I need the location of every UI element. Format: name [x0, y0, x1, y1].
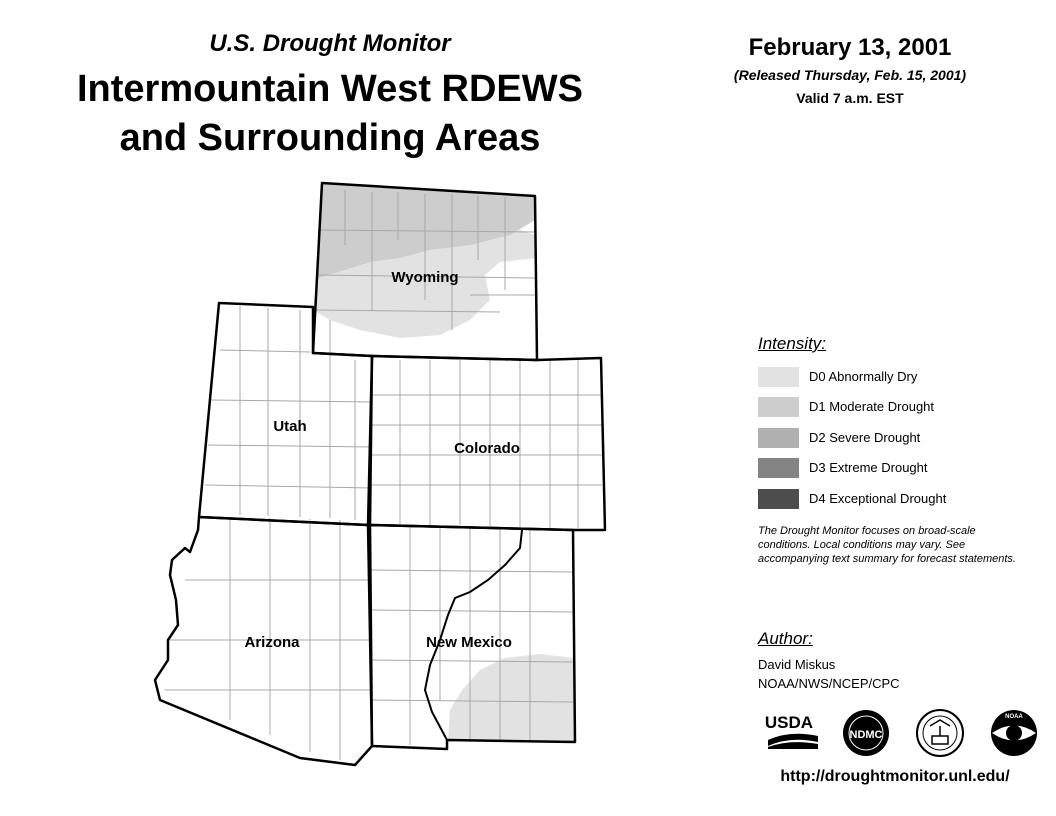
state-label-utah: Utah	[273, 418, 307, 435]
partner-logos	[760, 706, 1045, 760]
legend-label-d1: D1 Moderate Drought	[809, 399, 935, 414]
legend-title: Intensity:	[758, 334, 827, 353]
department-of-commerce-seal-icon	[917, 710, 963, 756]
noaa-logo-text: NOAA	[1005, 714, 1023, 720]
utah-boundary	[199, 303, 372, 525]
legend-swatch-d4	[758, 489, 799, 509]
legend-label-d4: D4 Exceptional Drought	[809, 491, 947, 506]
legend-label-d0: D0 Abnormally Dry	[809, 369, 918, 384]
author-name: David Miskus	[758, 657, 836, 672]
map-date: February 13, 2001	[748, 34, 952, 61]
website-url[interactable]: http://droughtmonitor.unl.edu/	[780, 768, 1010, 785]
state-label-wyoming: Wyoming	[391, 269, 459, 286]
usda-logo	[765, 713, 818, 749]
legend-swatch-d0	[758, 367, 799, 387]
map-title-line-1: Intermountain West RDEWS	[77, 68, 583, 110]
author-heading: Author:	[758, 629, 813, 648]
legend-swatch-d1	[758, 397, 799, 417]
state-label-arizona: Arizona	[244, 634, 300, 651]
release-date: (Released Thursday, Feb. 15, 2001)	[733, 67, 967, 83]
ndmc-logo	[843, 710, 889, 756]
map-title-line-2: and Surrounding Areas	[119, 117, 541, 159]
state-label-colorado: Colorado	[454, 440, 520, 457]
legend-swatch-d3	[758, 458, 799, 478]
new-mexico-d0-area	[448, 654, 575, 742]
noaa-logo	[991, 710, 1037, 756]
legend-swatch-d2	[758, 428, 799, 448]
usda-logo-text: USDA	[764, 713, 814, 732]
legend-label-d2: D2 Severe Drought	[809, 430, 921, 445]
map-subtitle: U.S. Drought Monitor	[209, 30, 451, 57]
legend-label-d3: D3 Extreme Drought	[809, 460, 928, 475]
state-label-new-mexico: New Mexico	[426, 634, 512, 651]
legend-note: The Drought Monitor focuses on broad-scale conditions. Local conditions may vary. See accompanying text summary for forecast statements.	[758, 525, 1016, 565]
valid-time: Valid 7 a.m. EST	[796, 90, 904, 106]
author-org: NOAA/NWS/NCEP/CPC	[758, 676, 900, 691]
ndmc-logo-text: NDMC	[849, 729, 883, 741]
